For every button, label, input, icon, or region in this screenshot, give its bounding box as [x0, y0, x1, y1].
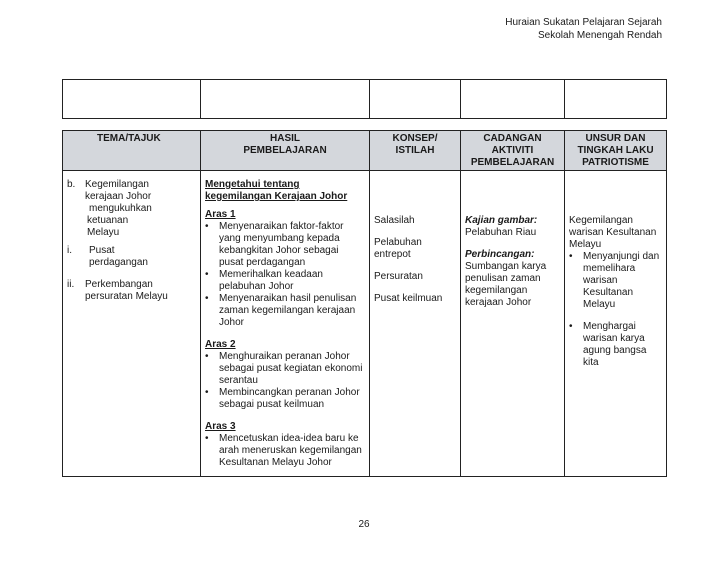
list-item: • Menghuraikan peranan Johor sebagai pusat kegiatan ekonomi serantau: [205, 351, 366, 387]
header-tema: TEMA/TAJUK: [63, 131, 201, 171]
document-header: [505, 16, 662, 42]
table-header-row: [63, 131, 667, 171]
empty-cell: [201, 80, 370, 119]
cell-tema: [63, 171, 201, 477]
previous-table-continuation: [62, 79, 667, 119]
list-item: • Menyenaraikan faktor-faktor yang menyumbang kepada kebangkitan Johor sebagai pusat perdagangan: [205, 221, 366, 269]
cell-hasil: [201, 171, 370, 477]
list-item: • Mencetuskan idea-idea baru ke arah meneruskan kegemilangan Kesultanan Melayu Johor: [205, 433, 366, 469]
empty-cell: [461, 80, 565, 119]
cell-konsep: [370, 171, 461, 477]
cell-unsur: [565, 171, 667, 477]
curriculum-table: [62, 130, 667, 477]
header-unsur: UNSUR DAN TINGKAH LAKU PATRIOTISME: [565, 131, 667, 171]
perbincangan-line: kerajaan Johor: [465, 297, 532, 308]
perbincangan-line: Sumbangan karya: [465, 261, 547, 272]
empty-cell: [565, 80, 667, 119]
tema-ii: ii. Perkembangan persuratan Melayu: [67, 279, 168, 302]
cell-cadangan: [461, 171, 565, 477]
konsep-item: Pelabuhan: [374, 237, 422, 248]
header-konsep: KONSEP/ ISTILAH: [370, 131, 461, 171]
header-line-1: Huraian Sukatan Pelajaran Sejarah: [505, 17, 662, 28]
list-item: • Membincangkan peranan Johor sebagai pusat keilmuan: [205, 387, 366, 411]
list-item: • Memerihalkan keadaan pelabuhan Johor: [205, 269, 366, 293]
aras-1-heading: Aras 1: [205, 209, 236, 220]
header-line-2: Sekolah Menengah Rendah: [538, 30, 662, 41]
table-row: [63, 171, 667, 477]
konsep-item: entrepot: [374, 249, 411, 260]
aras-2-heading: Aras 2: [205, 339, 236, 350]
empty-cell: [370, 80, 461, 119]
perbincangan-label: Perbincangan:: [465, 249, 535, 260]
konsep-item: Salasilah: [374, 215, 415, 226]
unsur-intro: Kegemilangan warisan Kesultanan Melayu: [569, 215, 657, 250]
aras-3-heading: Aras 3: [205, 421, 236, 432]
konsep-item: Persuratan: [374, 271, 423, 282]
perbincangan-line: kegemilangan: [465, 285, 528, 296]
page-number: 26: [358, 519, 370, 530]
list-item: • Menghargai warisan karya agung bangsa kita: [569, 321, 663, 369]
header-hasil: HASIL PEMBELAJARAN: [201, 131, 370, 171]
tema-i: i. Pusat perdagangan: [67, 245, 148, 268]
kajian-label: Kajian gambar:: [465, 215, 538, 226]
list-item: • Menyanjungi dan memelihara warisan Kesultanan Melayu: [569, 251, 663, 311]
kajian-text: Pelabuhan Riau: [465, 227, 537, 238]
tema-b: b. Kegemilangan kerajaan Johor mengukuhkan ketuanan Melayu: [67, 179, 152, 238]
konsep-item: Pusat keilmuan: [374, 293, 443, 304]
header-cadangan: CADANGAN AKTIVITI PEMBELAJARAN: [461, 131, 565, 171]
perbincangan-line: penulisan zaman: [465, 273, 541, 284]
hasil-intro: Mengetahui tentang kegemilangan Kerajaan Johor: [205, 179, 348, 202]
list-item: • Menyenaraikan hasil penulisan zaman kegemilangan kerajaan Johor: [205, 293, 366, 329]
empty-cell: [63, 80, 201, 119]
